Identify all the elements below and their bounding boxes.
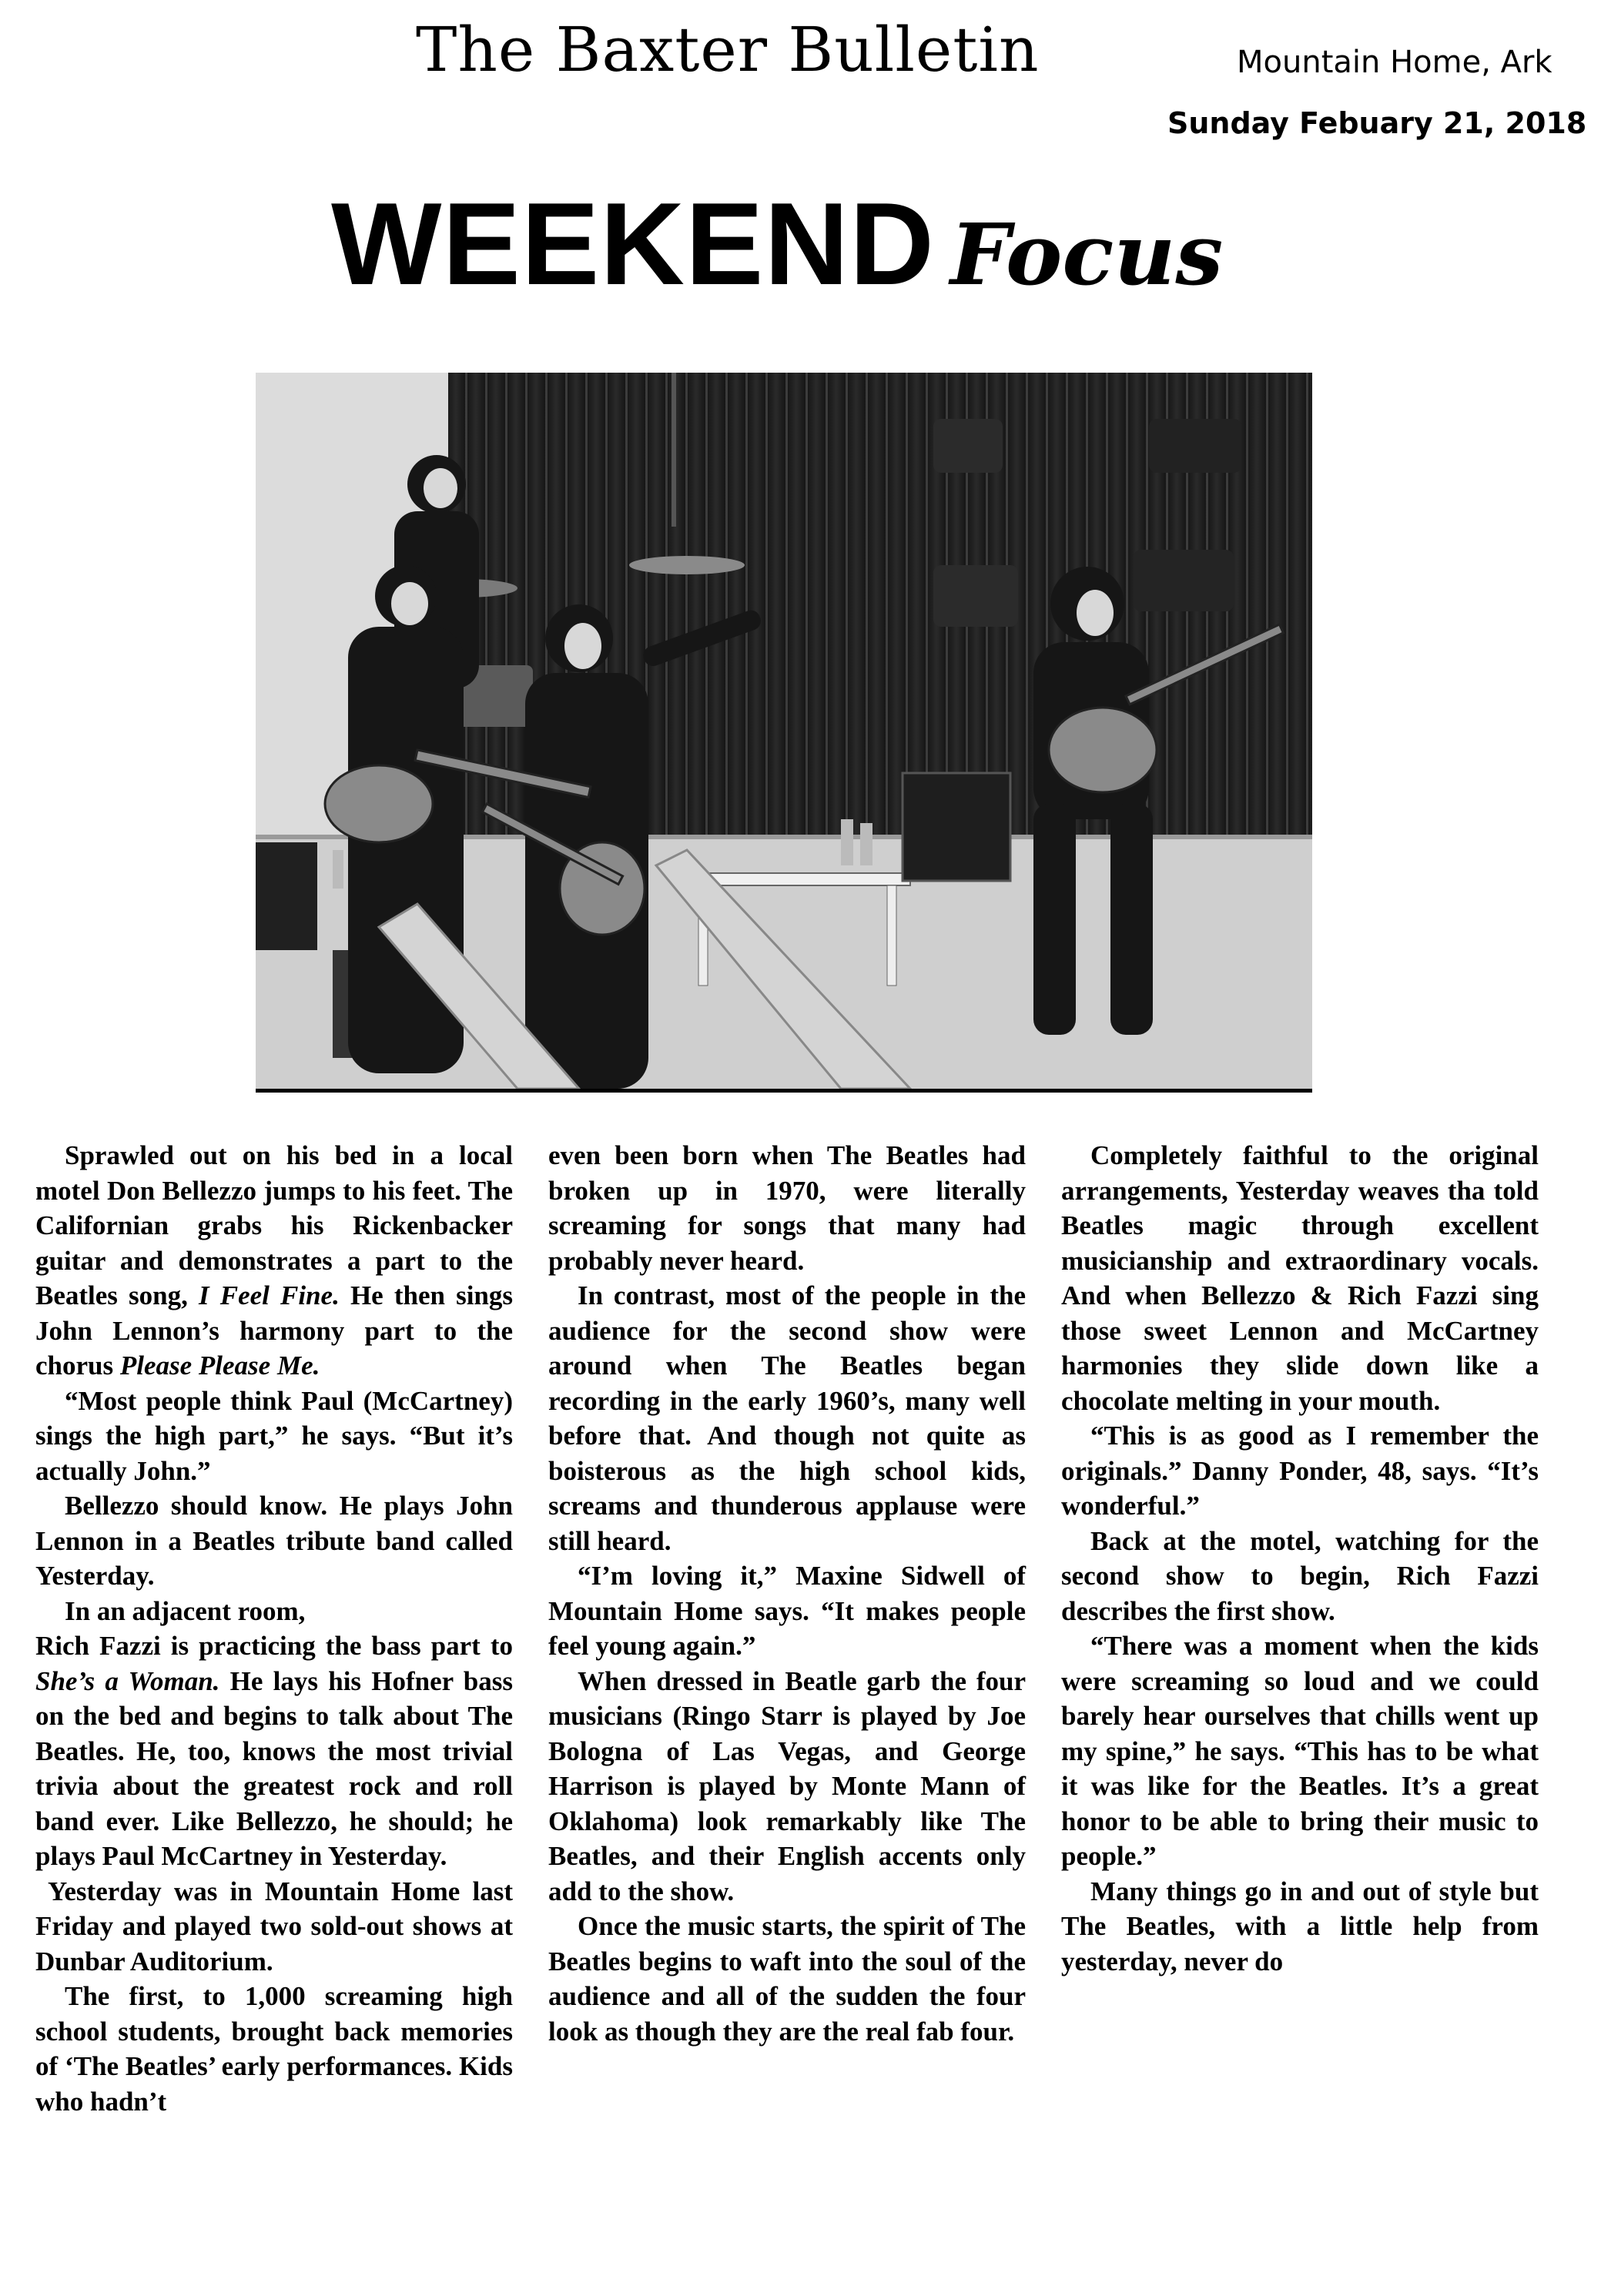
paragraph-text: He then sings John Lennon’s harmony part to the chorus: [35, 1280, 514, 1381]
song-title: I Feel Fine.: [199, 1280, 340, 1310]
article-paragraph: even been born when The Beatles had broken up in 1970, were literally screaming for songs that many had probably never heard.: [548, 1140, 1026, 1276]
article-paragraph: “This is as good as I remember the originals.” Danny Ponder, 48, says. “It’s wonderful.”: [1061, 1421, 1539, 1521]
song-title: Please Please Me.: [119, 1350, 320, 1381]
article-paragraph: The first, to 1,000 screaming high school students, brought back memories of ‘The Beatles’ early performances. Kids who hadn’t: [35, 1981, 513, 2117]
article-paragraph: Completely faithful to the original arrangements, Yesterday weaves tha told Beatles magic through excellent musicianship and extraordinary vocals. And when Bellezzo & Rich Fazzi sing those sweet Lennon and McCartney harmonies they slide down like a chocolate melting in your mouth.: [1061, 1140, 1539, 1416]
paragraph-text: Rich Fazzi is practicing the bass part to: [35, 1631, 513, 1661]
article-paragraph: “I’m loving it,” Maxine Sidwell of Mountain Home says. “It makes people feel young again.”: [548, 1561, 1026, 1661]
article-paragraph: “Most people think Paul (McCartney) sings the high part,” he says. “But it’s actually John.”: [35, 1385, 513, 1486]
band-stage-photo: [256, 373, 1312, 1093]
song-title: She’s a Woman.: [35, 1665, 220, 1696]
article-paragraph: Back at the motel, watching for the second show to begin, Rich Fazzi describes the first show.: [1061, 1525, 1539, 1626]
article-paragraph: [35, 1628, 513, 1874]
article-column-2: [548, 1138, 1026, 2049]
article-paragraph: Once the music starts, the spirit of The Beatles begins to waft into the soul of the audience and all of the sudden the four look as though they are the real fab four.: [548, 1911, 1026, 2047]
article-paragraph: When dressed in Beatle garb the four musicians (Ringo Starr is played by Joe Bologna of Las Vegas, and George Harrison is played by Monte Mann of Oklahoma) look remarkably like The Beatles, and their English accents only add to the show.: [548, 1665, 1026, 1906]
article-column-3: [1061, 1138, 1539, 1979]
newspaper-masthead: The Baxter Bulletin: [416, 14, 1040, 85]
section-title-main: WEEKEND: [331, 179, 935, 310]
article-paragraph: Many things go in and out of style but The Beatles, with a little help from yesterday, never do: [1061, 1876, 1539, 1976]
article-column-1: [35, 1138, 513, 2119]
section-title-sub: Focus: [950, 205, 1224, 304]
dateline-location: Mountain Home, Ark: [1237, 45, 1552, 80]
article-paragraph: [35, 1138, 513, 1384]
paragraph-text: He lays his Hofner bass on the bed and begins to talk about The Beatles. He, too, knows the most trivial trivia about the greatest rock and roll band ever. Like Bellezzo, he should; he plays Paul McCartney in Yesterday.: [35, 1665, 513, 1871]
article-paragraph: Yesterday was in Mountain Home last Friday and played two sold-out shows at Dunbar Auditorium.: [35, 1876, 513, 1976]
issue-date: Sunday Febuary 21, 2018: [1167, 106, 1587, 140]
article-paragraph: In an adjacent room,: [65, 1595, 306, 1626]
article-paragraph: Bellezzo should know. He plays John Lennon in a Beatles tribute band called Yesterday.: [35, 1491, 513, 1591]
section-title: [331, 177, 1223, 312]
paragraph-text: Sprawled out on his bed in a local motel Don Bellezzo jumps to his feet. The Californian grabs his Rickenbacker guitar and demonstrates a part to the Beatles song,: [35, 1140, 513, 1310]
article-paragraph: In contrast, most of the people in the audience for the second show were around when The Beatles began recording in the early 1960’s, many well before that. And though not quite as boisterous as the high school kids, screams and thunderous applause were still heard.: [548, 1280, 1026, 1556]
article-paragraph: “There was a moment when the kids were screaming so loud and we could barely hear ourselves that chills went up my spine,” he says. “This has to be what it was like for the Beatles. It’s a great honor to be able to bring their music to people.”: [1061, 1631, 1539, 1871]
